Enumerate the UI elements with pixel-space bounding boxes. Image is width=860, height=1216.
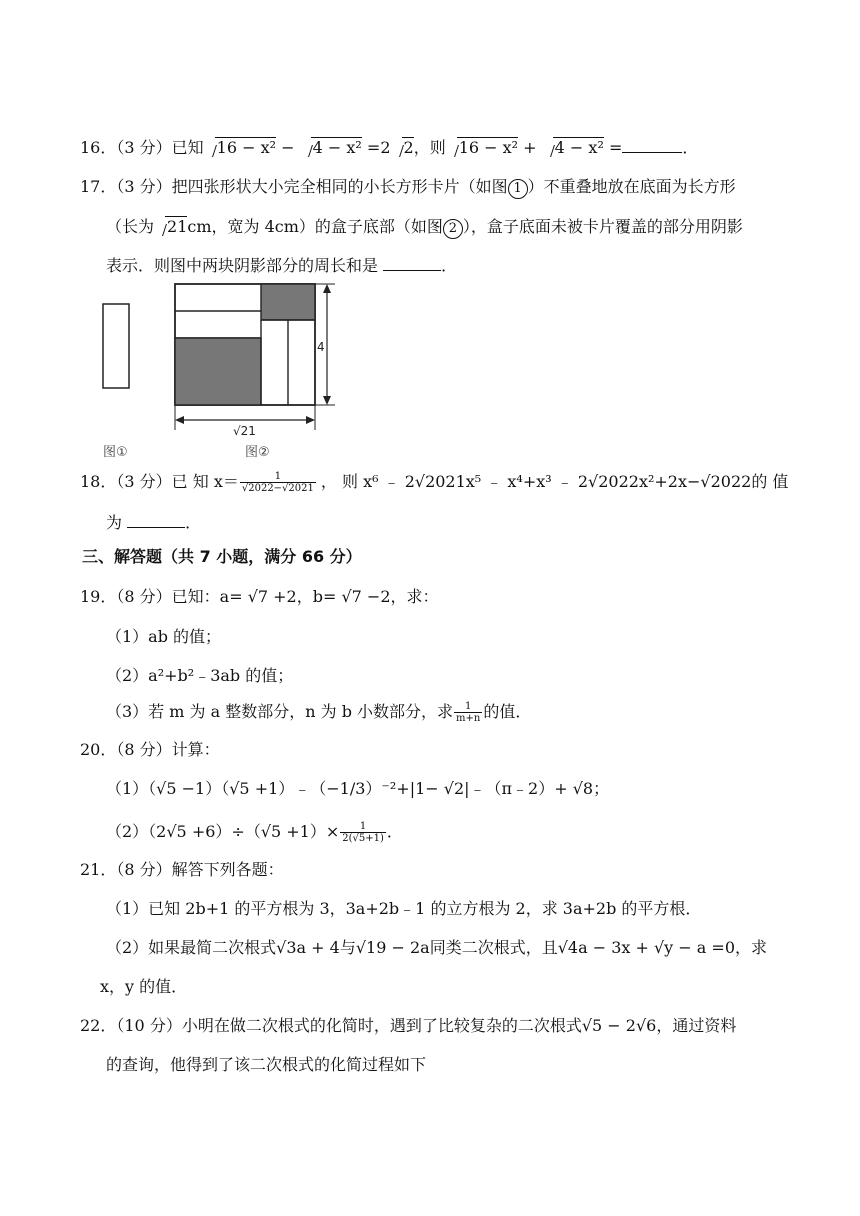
question-text: 已 知 x＝ (171, 472, 239, 491)
question-score: （8 分） (116, 860, 172, 879)
sqrt-expression (155, 215, 187, 239)
question-21-part2: （2）如果最简二次根式√3a + 4与√19 − 2a同类二次根式，且√4a − 3x + √y − a =0，求 (106, 938, 768, 957)
dimension-label-4: 4 (317, 340, 325, 354)
card-rectangle (103, 304, 129, 388)
answer-blank[interactable] (383, 254, 441, 271)
sqrt-content: 2 (403, 138, 414, 157)
punctuation: ． (441, 256, 458, 275)
math-expression: x⁶ ﹣ 2√2021x⁵ ﹣ x⁴+x³ ﹣ 2√2022x²+2x−√2022 (363, 472, 752, 491)
sqrt-expression (205, 136, 276, 160)
fraction-denominator: 2(√5+1) (342, 833, 384, 844)
question-score: （8 分） (116, 587, 172, 606)
question-text: 为 (106, 513, 128, 532)
question-text: （2）（2√5 +6）÷（√5 +1）× (106, 822, 340, 841)
question-21 (80, 858, 284, 882)
sqrt-expression (392, 136, 414, 160)
operator: = (603, 138, 623, 157)
sqrt-content: 16 − x² (458, 138, 519, 157)
question-22-line2: 的查询，他得到了该二次根式的化简过程如下 (106, 1055, 427, 1074)
question-18-line1 (80, 470, 788, 494)
question-19-part3 (106, 700, 531, 724)
circled-number: 2 (443, 219, 463, 239)
question-text: （长为 (106, 217, 155, 236)
question-21-part2-cont: x，y 的值． (100, 977, 188, 996)
question-text: ， 则 (320, 472, 364, 491)
question-text: ，则 (413, 138, 446, 157)
section-heading: 三、解答题（共 7 小题，满分 66 分） (82, 547, 362, 566)
sqrt-content: 4 − x² (312, 138, 362, 157)
question-number: 16． (80, 138, 117, 157)
question-text: 表示．则图中两块阴影部分的周长和是 (106, 256, 384, 275)
answer-blank[interactable] (622, 136, 682, 153)
fraction-numerator: 1 (340, 821, 386, 833)
question-text: 已知 (171, 138, 204, 157)
sqrt-expression (447, 136, 518, 160)
question-text: （3）若 m 为 a 整数部分，n 为 b 小数部分，求 (106, 702, 454, 721)
question-number: 18． (80, 472, 117, 491)
fraction (340, 821, 386, 844)
question-17-line1 (80, 175, 736, 199)
question-19-part2: （2）a²+b²﹣3ab 的值； (106, 666, 294, 685)
question-text: 把四张形状大小完全相同的小长方形卡片（如图 (171, 177, 508, 196)
fraction-numerator: 1 (240, 471, 316, 483)
question-text: 的值． (483, 702, 532, 721)
operator: + (518, 138, 542, 157)
question-score: （8 分） (116, 740, 172, 759)
question-score: （3 分） (116, 138, 172, 157)
sqrt-content: 16 − x² (216, 138, 277, 157)
figure-1-caption: 图① (103, 445, 128, 460)
sqrt-expression (543, 136, 604, 160)
question-22 (80, 1014, 736, 1038)
operator: =2 (361, 138, 391, 157)
operator: − (276, 138, 300, 157)
fraction (454, 701, 482, 724)
dimension-label-sqrt21: √21 (233, 424, 256, 438)
question-text: ），盒子底面未被卡片覆盖的部分用阴影 (462, 217, 743, 236)
question-text: cm，宽为 4cm）的盒子底部（如图 (187, 217, 443, 236)
question-text: 计算： (171, 740, 220, 759)
figure-rectangles (95, 280, 355, 460)
sqrt-expression (301, 136, 362, 160)
question-20-part1: （1）（√5 −1）（√5 +1）﹣（−1/3）⁻²+|1− √2|﹣（π﹣2）+ √8； (106, 779, 610, 798)
question-text: ． (386, 822, 403, 841)
question-number: 19． (80, 587, 117, 606)
question-21-part1: （1）已知 2b+1 的平方根为 3，3a+2b﹣1 的立方根为 2，求 3a+2b 的平方根． (106, 899, 702, 918)
sqrt-content: 21 (167, 217, 188, 236)
question-19 (80, 585, 439, 609)
fraction (240, 471, 316, 494)
question-text: 已知：a= √7 +2，b= √7 −2，求： (171, 587, 439, 606)
question-16 (80, 136, 698, 160)
question-text: 小明在做二次根式的化简时，遇到了比较复杂的二次根式√5 − 2√6，通过资料 (181, 1016, 737, 1035)
sqrt-content: 4 − x² (554, 138, 604, 157)
shaded-region (261, 284, 315, 320)
question-score: （3 分） (116, 472, 172, 491)
question-text: 的 值 (751, 472, 789, 491)
question-score: （10 分） (116, 1016, 182, 1035)
question-20-part2 (106, 820, 403, 844)
fraction-numerator: 1 (454, 701, 482, 713)
question-17-line2 (106, 215, 743, 239)
question-text: 解答下列各题： (171, 860, 284, 879)
question-19-part1: （1）ab 的值； (106, 627, 222, 646)
punctuation: ． (185, 513, 202, 532)
question-number: 20． (80, 740, 117, 759)
question-18-line2 (106, 511, 201, 535)
fraction-denominator: √2022−√2021 (241, 483, 314, 494)
shaded-region (175, 338, 261, 405)
question-17-line3 (106, 254, 457, 278)
question-score: （3 分） (116, 177, 172, 196)
question-number: 21． (80, 860, 117, 879)
question-number: 17． (80, 177, 117, 196)
punctuation: ． (682, 138, 699, 157)
question-20 (80, 738, 220, 762)
figure-2-caption: 图② (245, 445, 270, 460)
question-number: 22． (80, 1016, 117, 1035)
circled-number: 1 (508, 179, 528, 199)
question-text: ）不重叠地放在底面为长方形 (527, 177, 736, 196)
answer-blank[interactable] (127, 511, 185, 528)
fraction-denominator: m+n (456, 713, 481, 724)
